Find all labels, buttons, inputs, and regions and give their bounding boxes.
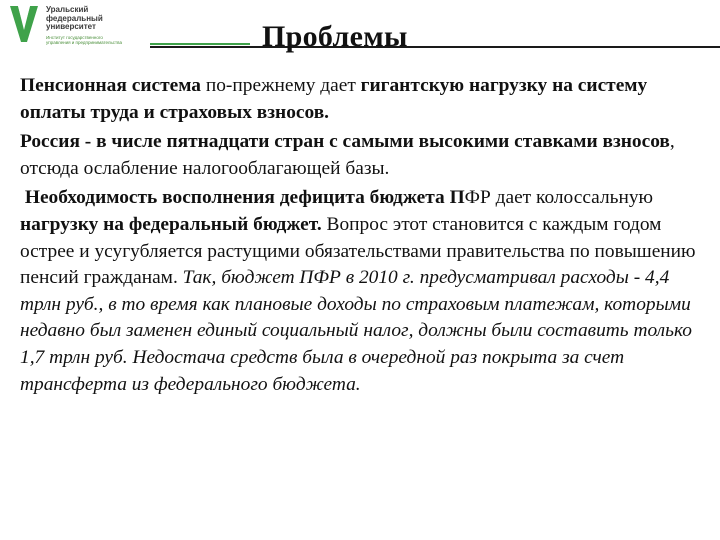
university-logo [8,4,148,48]
urfu-logo-icon [8,4,40,46]
logo-line-1: Уральский [46,5,89,14]
logo-line-2: федеральный [46,13,103,23]
logo-line-3: университет [46,22,96,31]
logo-subline-1: Институт государственного [46,35,103,40]
slide-title: Проблемы [262,20,408,53]
text-segment: , отсюда ослабление налогооблагающей базы. [20,131,675,179]
text-segment: Пенсионная система [20,75,202,96]
university-name [46,6,103,32]
text-segment: Вопрос этот становится с каждым годом острее и усугубляется растущими обязательствами правительства по повышению пенсий гражданам. [20,213,701,289]
text-segment: по-прежнему дает [201,75,361,96]
text-segment: гигантскую нагрузку на систему оплаты труда и страховых взносов. [20,75,648,123]
paragraph-2 [20,129,708,182]
text-segment: нагрузку на федеральный бюджет. [20,213,322,235]
institute-name [46,35,122,45]
text-segment: Россия - в числе пятнадцати стран с самыми высокими ставками взносов [20,131,670,153]
logo-subline-2: управления и предпринимательства [46,40,122,45]
text-segment: Так, бюджет ПФР в 2010 г. предусматривал расходы - 4,4 трлн руб., в то время как плановые доходы по страховым платежам, которыми недавно был заменен единый социальный налог, должны были составить только 1,7 трлн руб. Недостача средств была в очередной раз покрыта за счет трансферта из федерального бюджета. [20,267,697,395]
header-rule [150,46,720,48]
paragraph-1 [20,73,708,126]
text-segment: ФР дает колоссальную [464,187,658,209]
header-accent-rule [150,43,250,45]
slide-body [20,73,708,401]
paragraph-3 [20,185,708,398]
text-segment: Необходимость восполнения дефицита бюджета П [20,187,465,209]
